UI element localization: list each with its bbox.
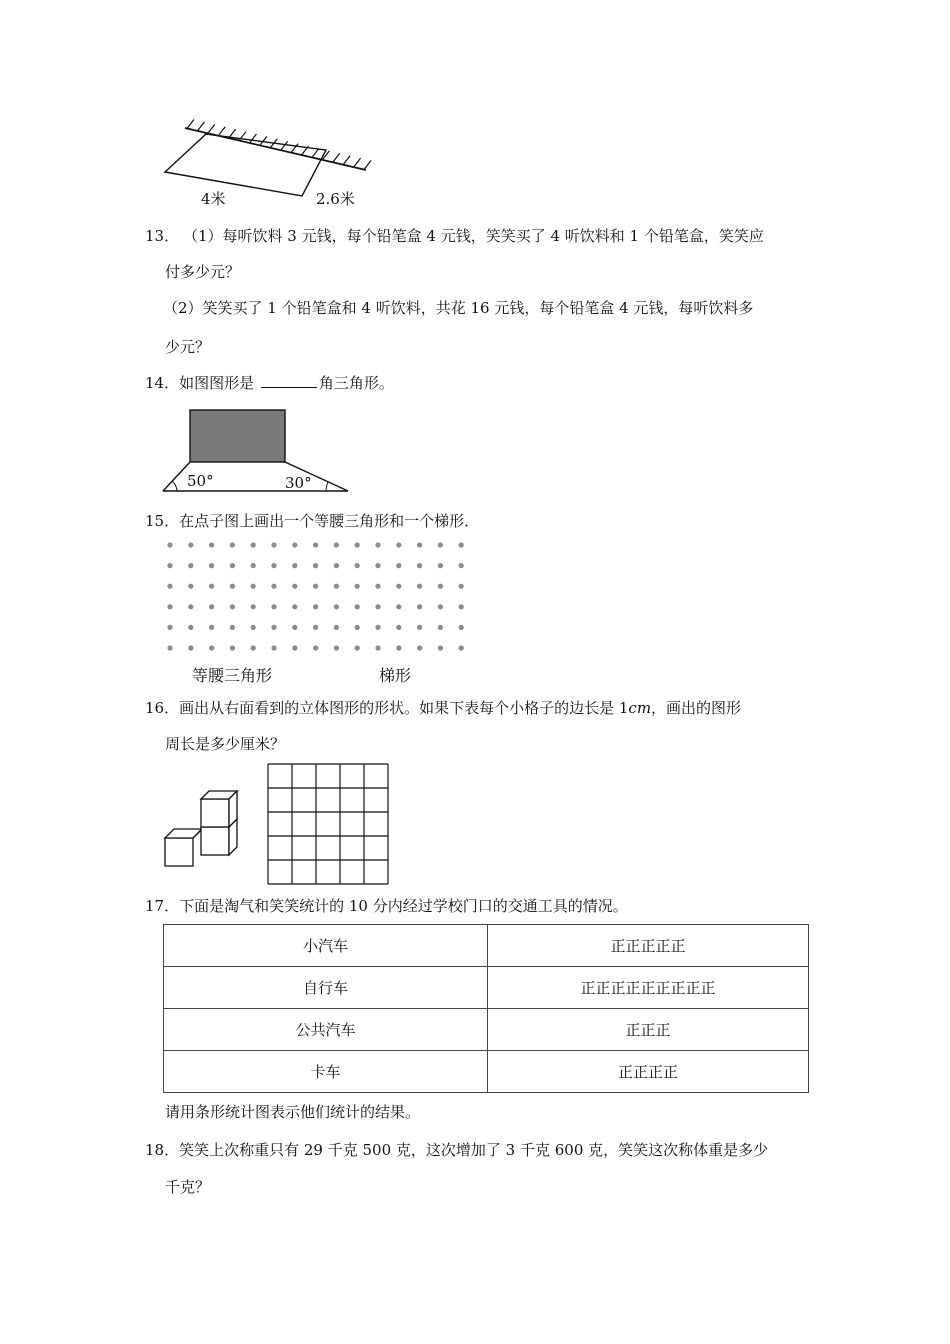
grid-dot[interactable] (313, 625, 318, 630)
table-row (164, 1009, 809, 1051)
grid-dot[interactable] (251, 625, 256, 630)
grid-dot[interactable] (334, 604, 339, 609)
grid-dot[interactable] (188, 563, 193, 568)
grid-dot[interactable] (355, 584, 360, 589)
grid-dot[interactable] (230, 645, 235, 650)
q13-number: 13． (145, 227, 180, 245)
q16-text-a: 画出从右面看到的立体图形的形状。如果下表每个小格子的边长是 1 (179, 699, 629, 717)
q14-question (145, 373, 394, 393)
grid-dot[interactable] (375, 542, 380, 547)
q15-number: 15． (145, 512, 180, 530)
grid-dot[interactable] (271, 584, 276, 589)
q16-line2: 周长是多少厘米？ (165, 735, 286, 753)
vehicle-cell: 小汽车 (164, 925, 488, 967)
grid-dot[interactable] (438, 584, 443, 589)
wall-hatch-mark (354, 158, 361, 167)
grid-dot[interactable] (230, 625, 235, 630)
table-row (164, 967, 809, 1009)
grid-dot[interactable] (292, 625, 297, 630)
grid-dot[interactable] (209, 563, 214, 568)
grid-dot[interactable] (396, 645, 401, 650)
q17-note: 请用条形统计图表示他们统计的结果。 (165, 1103, 421, 1121)
grid-dot[interactable] (313, 584, 318, 589)
q16-text-b: ，画出的图形 (651, 699, 742, 717)
grid-dot[interactable] (251, 563, 256, 568)
grid-dot[interactable] (167, 604, 172, 609)
grid-dot[interactable] (375, 604, 380, 609)
q14-number: 14． (145, 374, 180, 392)
table-row (164, 925, 809, 967)
tally-cell: 正正正 (488, 1009, 809, 1051)
grid-dot[interactable] (230, 563, 235, 568)
grid-dot[interactable] (271, 645, 276, 650)
grid-dot[interactable] (334, 645, 339, 650)
q16-line1 (145, 698, 741, 718)
grid-dot[interactable] (438, 604, 443, 609)
grid-dot[interactable] (313, 563, 318, 568)
grid-dot[interactable] (292, 563, 297, 568)
q15-text: 在点子图上画出一个等腰三角形和一个梯形． (179, 512, 480, 530)
q15-question (145, 511, 479, 531)
grid-dot[interactable] (334, 542, 339, 547)
grid-dot[interactable] (396, 584, 401, 589)
wall-hatch-mark (249, 134, 256, 143)
grid-dot[interactable] (167, 645, 172, 650)
grid-dot[interactable] (292, 542, 297, 547)
grid-dot[interactable] (292, 584, 297, 589)
q13-line3: （2）笑笑买了 1 个铅笔盒和 4 听饮料，共花 16 元钱，每个铅笔盒 4 元钱，每听饮料多 (163, 299, 754, 317)
q18-line1 (145, 1140, 768, 1160)
grid-dot[interactable] (188, 645, 193, 650)
grid-dot[interactable] (396, 604, 401, 609)
q14-text-after: 角三角形。 (318, 374, 394, 392)
grid-dot[interactable] (417, 645, 422, 650)
q17-question (145, 896, 628, 916)
vehicle-cell: 自行车 (164, 967, 488, 1009)
grid-dot[interactable] (209, 604, 214, 609)
grid-dot[interactable] (396, 563, 401, 568)
grid-dot[interactable] (188, 542, 193, 547)
tally-cell: 正正正正正正正正正 (488, 967, 809, 1009)
wall-hatch-mark (281, 141, 288, 150)
grid-dot[interactable] (355, 645, 360, 650)
grid-dot[interactable] (209, 645, 214, 650)
q15-label-trapezoid: 梯形 (379, 666, 412, 685)
grid-dot[interactable] (438, 645, 443, 650)
q15-dot-grid[interactable] (160, 538, 480, 660)
q18-line2: 千克？ (165, 1178, 211, 1196)
grid-dot[interactable] (459, 584, 464, 589)
q13-line1: （1）每听饮料 3 元钱，每个铅笔盒 4 元钱，笑笑买了 4 听饮料和 1 个铅笔盒，笑笑应 (183, 227, 764, 245)
grid-dot[interactable] (417, 542, 422, 547)
tally-cell: 正正正正 (488, 1051, 809, 1093)
q14-angle-50: 50° (187, 472, 214, 490)
grid-dot[interactable] (251, 604, 256, 609)
grid-dot[interactable] (209, 625, 214, 630)
wall-hatch-mark (333, 153, 340, 162)
grid-dot[interactable] (334, 584, 339, 589)
q12-length-b: 2.6米 (316, 190, 355, 208)
grid-dot[interactable] (167, 625, 172, 630)
grid-dot[interactable] (251, 584, 256, 589)
wall-hatch-mark (218, 127, 225, 136)
grid-dot[interactable] (334, 563, 339, 568)
grid-dot[interactable] (313, 604, 318, 609)
grid-dot[interactable] (271, 625, 276, 630)
grid-dot[interactable] (292, 645, 297, 650)
grid-dot[interactable] (188, 625, 193, 630)
grid-dot[interactable] (230, 604, 235, 609)
grid-dot[interactable] (396, 542, 401, 547)
q16-unit: cm (628, 699, 652, 717)
grid-dot[interactable] (167, 584, 172, 589)
grid-dot[interactable] (417, 625, 422, 630)
grid-dot[interactable] (334, 625, 339, 630)
grid-dot[interactable] (251, 645, 256, 650)
table-row (164, 1051, 809, 1093)
grid-dot[interactable] (167, 542, 172, 547)
q12-length-a: 4米 (201, 190, 226, 208)
q14-angle-30: 30° (285, 474, 312, 492)
grid-dot[interactable] (438, 563, 443, 568)
grid-dot[interactable] (271, 604, 276, 609)
grid-dot[interactable] (271, 563, 276, 568)
grid-dot[interactable] (417, 604, 422, 609)
wall-hatch-mark (312, 148, 319, 157)
grid-dot[interactable] (355, 563, 360, 568)
grid-dot[interactable] (438, 625, 443, 630)
q16-square-grid[interactable] (266, 762, 390, 886)
grid-dot[interactable] (375, 563, 380, 568)
wall-hatch-mark (187, 120, 194, 129)
q14-answer-blank[interactable] (261, 373, 317, 388)
grid-dot[interactable] (188, 604, 193, 609)
wall-hatch-mark (208, 124, 215, 133)
wall-hatch-mark (343, 156, 350, 165)
q18-text-1: 笑笑上次称重只有 29 千克 500 克，这次增加了 3 千克 600 克，笑笑这次称体重是多少 (179, 1141, 769, 1159)
grid-dot[interactable] (417, 563, 422, 568)
grid-dot[interactable] (459, 625, 464, 630)
grid-dot[interactable] (417, 584, 422, 589)
grid-dot[interactable] (251, 542, 256, 547)
vehicle-cell: 公共汽车 (164, 1009, 488, 1051)
wall-hatch-mark (364, 161, 371, 170)
grid-dot[interactable] (188, 584, 193, 589)
grid-dot[interactable] (375, 645, 380, 650)
q13-line4: 少元？ (165, 338, 211, 356)
q13-line2: 付多少元？ (165, 263, 241, 281)
grid-dot[interactable] (313, 645, 318, 650)
grid-dot[interactable] (375, 584, 380, 589)
q18-number: 18． (145, 1141, 180, 1159)
grid-dot[interactable] (292, 604, 297, 609)
grid-dot[interactable] (355, 625, 360, 630)
grid-dot[interactable] (167, 563, 172, 568)
q16-number: 16． (145, 699, 180, 717)
grid-dot[interactable] (230, 542, 235, 547)
grid-dot[interactable] (375, 625, 380, 630)
wall-hatch-mark (197, 122, 204, 131)
vehicle-cell: 卡车 (164, 1051, 488, 1093)
grid-dot[interactable] (313, 542, 318, 547)
q15-label-isosceles: 等腰三角形 (192, 666, 273, 685)
q17-text: 下面是淘气和笑笑统计的 10 分内经过学校门口的交通工具的情况。 (179, 897, 628, 915)
grid-dot[interactable] (396, 625, 401, 630)
grid-dot[interactable] (271, 542, 276, 547)
tally-cell: 正正正正正 (488, 925, 809, 967)
grid-dot[interactable] (209, 542, 214, 547)
grid-dot[interactable] (355, 542, 360, 547)
grid-dot[interactable] (355, 604, 360, 609)
q14-text-before: 如图图形是 (179, 374, 255, 392)
grid-dot[interactable] (230, 584, 235, 589)
grid-dot[interactable] (459, 542, 464, 547)
grid-dot[interactable] (459, 645, 464, 650)
grid-dot[interactable] (209, 584, 214, 589)
grid-dot[interactable] (459, 604, 464, 609)
grid-dot[interactable] (438, 542, 443, 547)
q17-number: 17． (145, 897, 180, 915)
q16-cubes-figure (160, 790, 245, 870)
q17-tally-table (163, 924, 809, 1093)
grid-dot[interactable] (459, 563, 464, 568)
